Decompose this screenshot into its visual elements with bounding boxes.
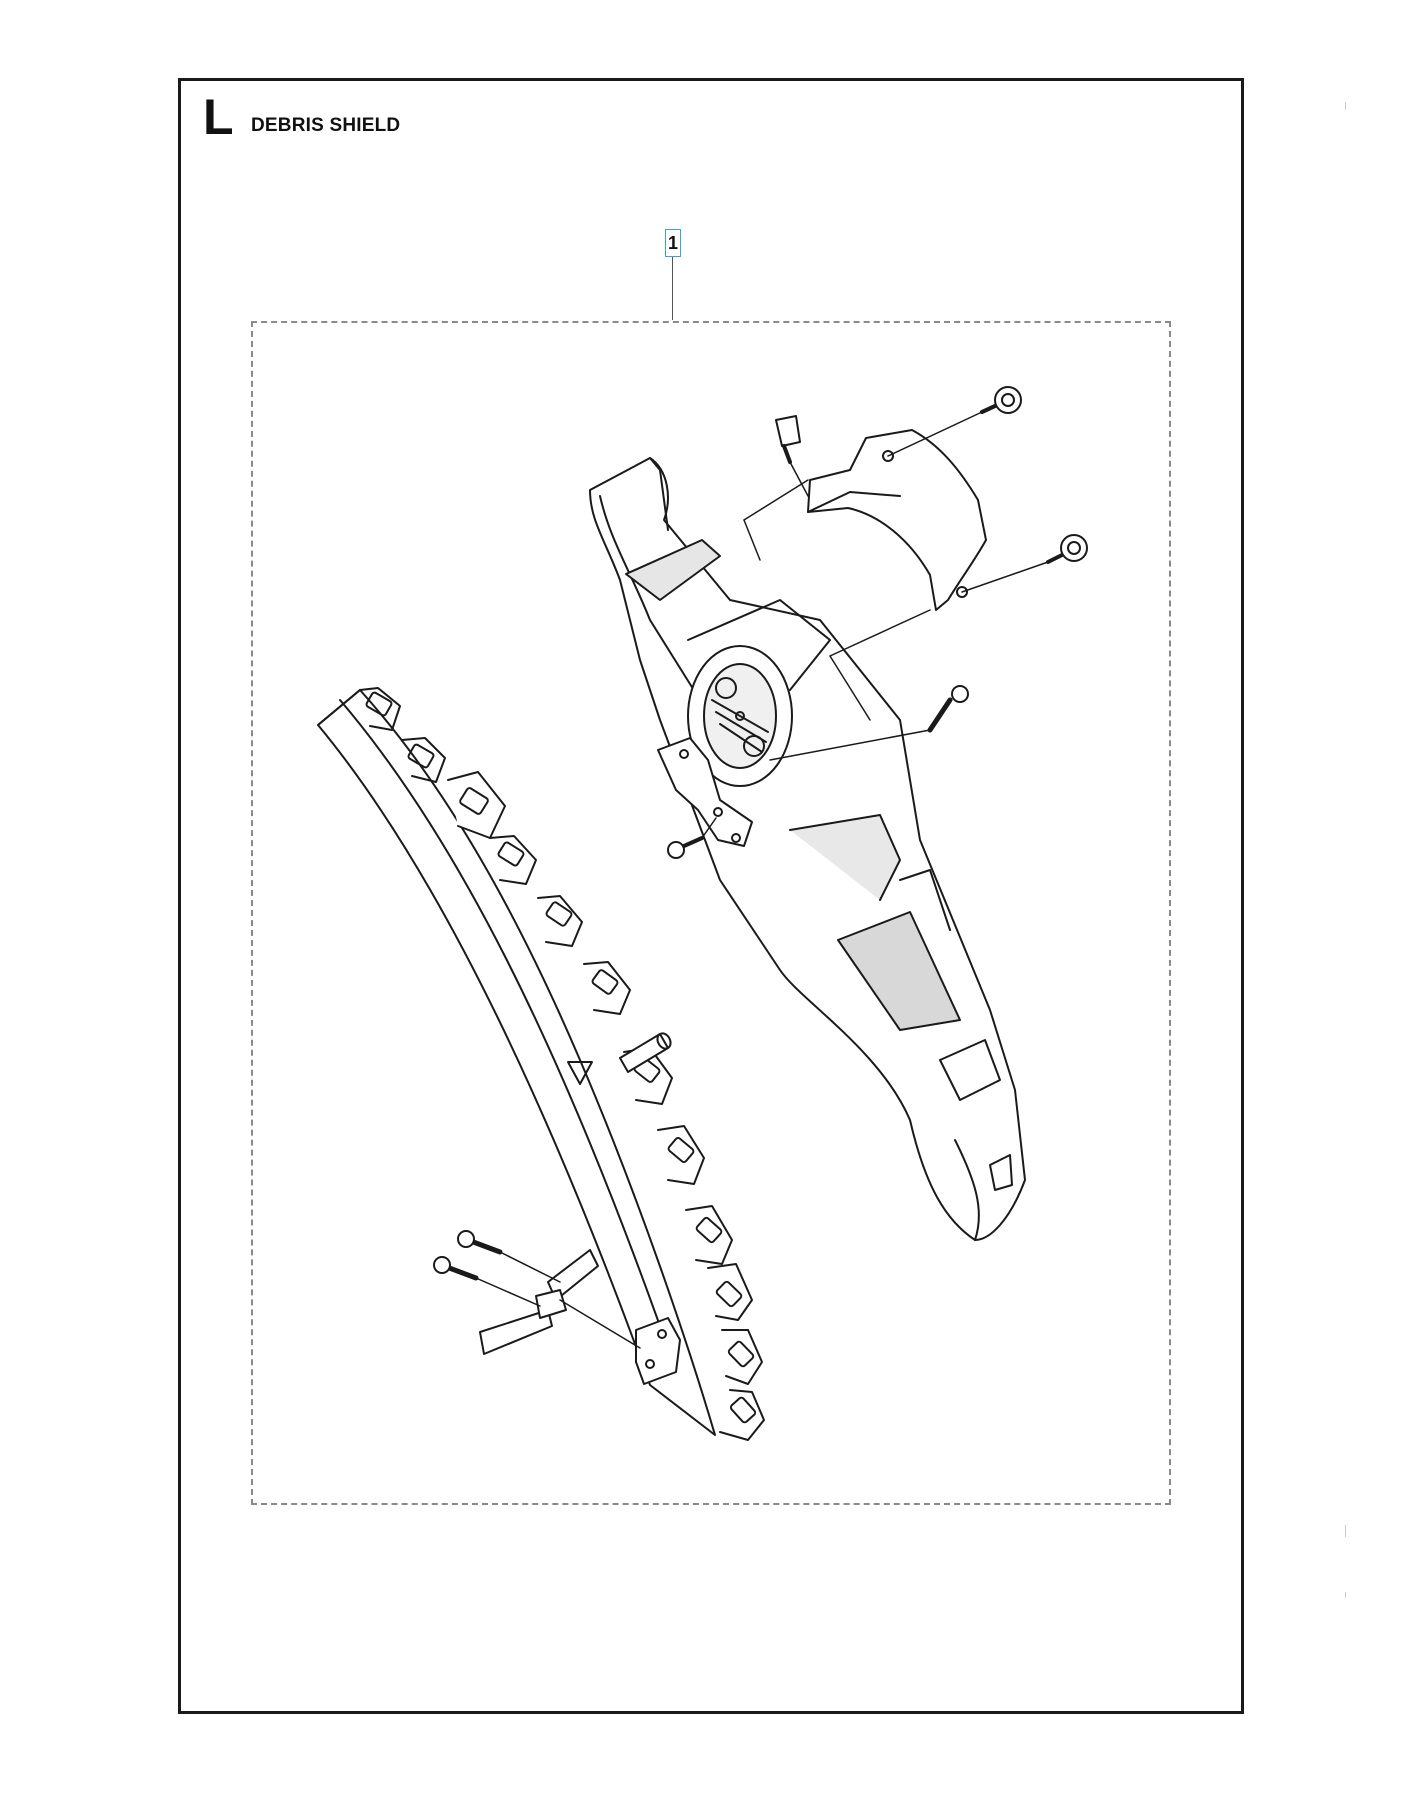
part-callout-1[interactable]: 1: [665, 229, 681, 257]
clamp-cover: [808, 430, 986, 610]
section-title: DEBRIS SHIELD: [251, 115, 401, 136]
top-bolt: [776, 416, 808, 496]
section-letter: L: [203, 89, 234, 145]
